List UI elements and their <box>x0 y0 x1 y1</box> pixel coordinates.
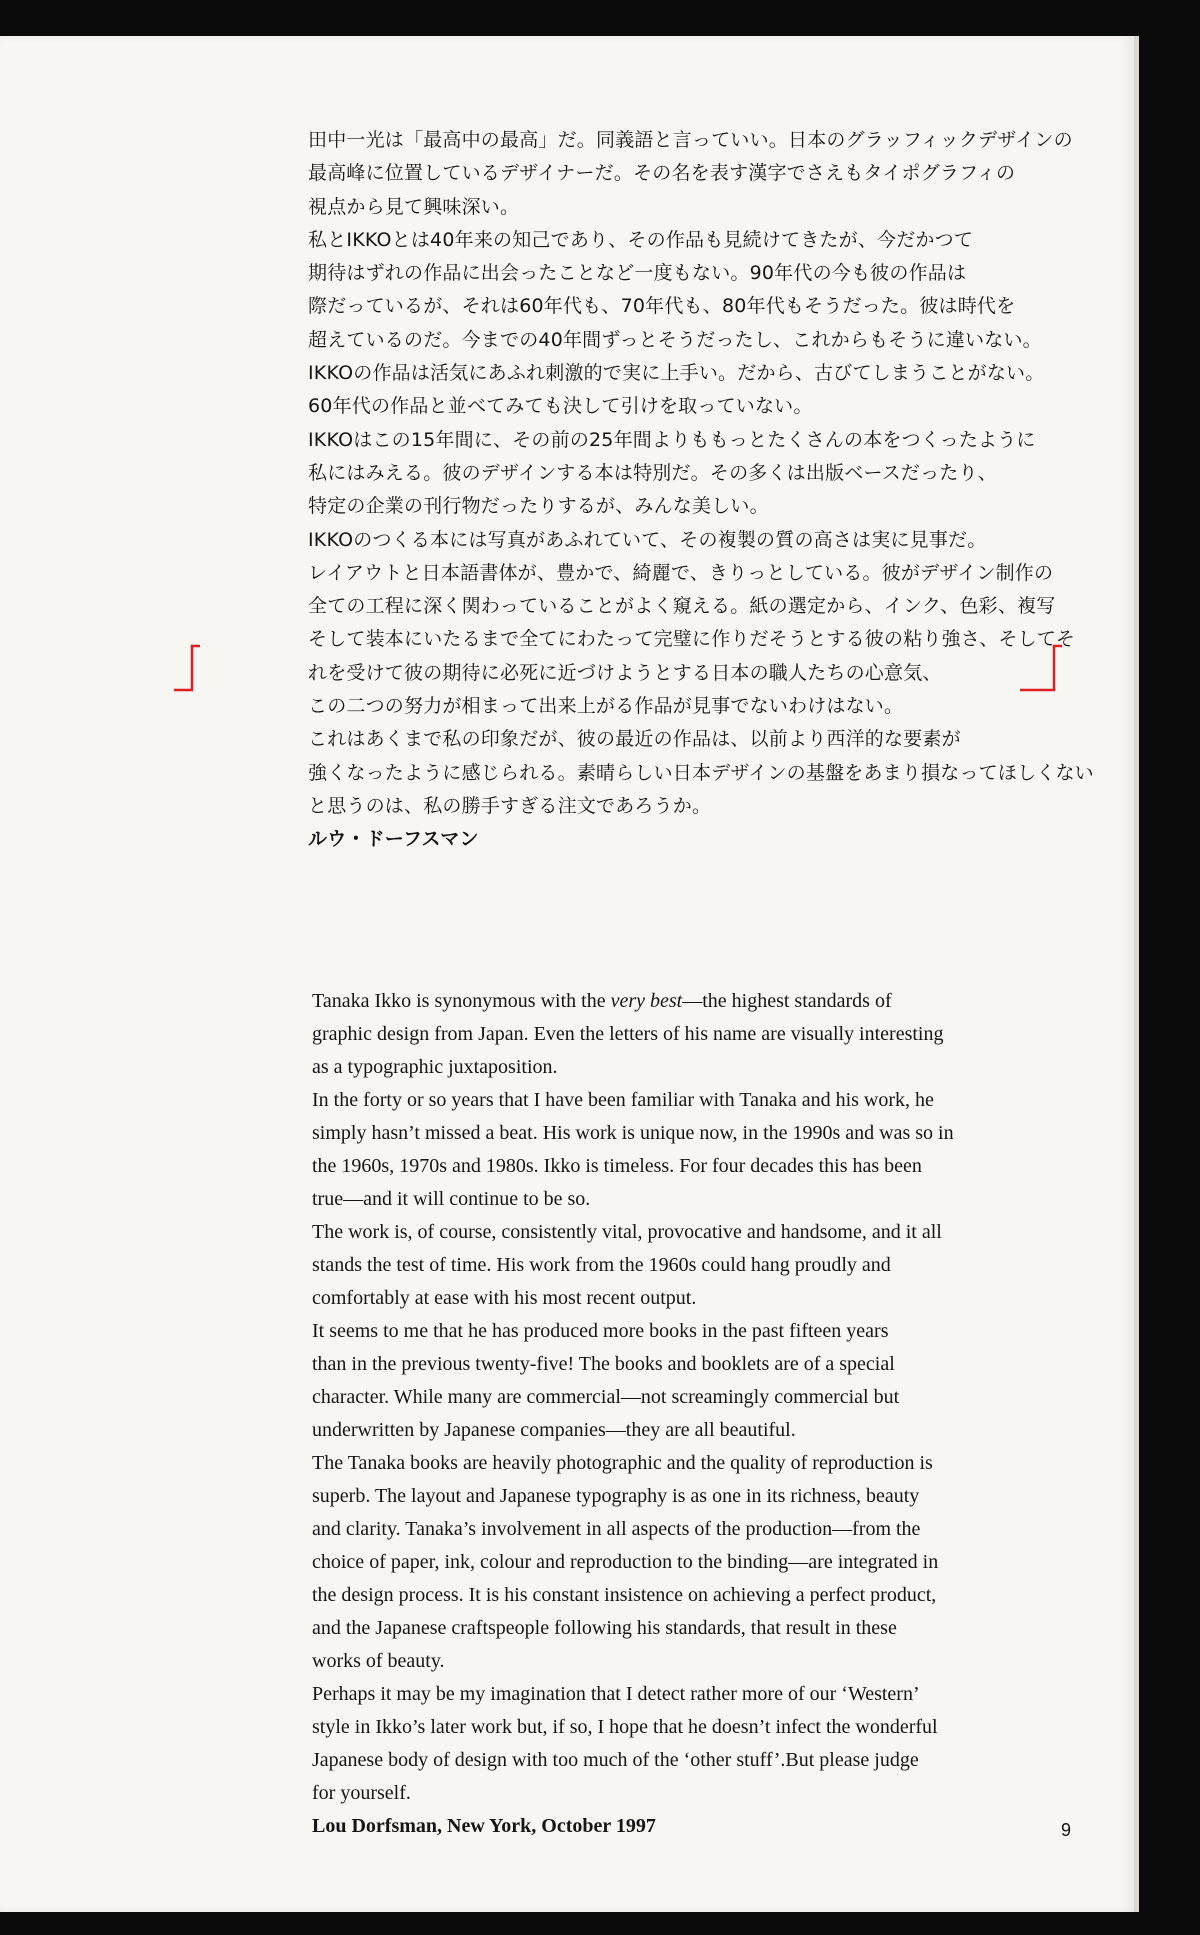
japanese-line: 全ての工程に深く関わっていることがよく窺える。紙の選定から、インク、色彩、複写 <box>308 595 1056 618</box>
japanese-line: れを受けて彼の期待に必死に近づけようとする日本の職人たちの心意気、 <box>308 661 942 684</box>
english-line: The work is, of course, consistently vital, provocative and handsome, and it all <box>312 1221 942 1243</box>
english-line <box>312 985 1102 1018</box>
english-line: the design process. It is his constant insistence on achieving a perfect product, <box>312 1584 937 1606</box>
english-line: In the forty or so years that I have been familiar with Tanaka and his work, he <box>312 1089 934 1111</box>
english-line: choice of paper, ink, colour and reproduction to the binding—are integrated in <box>312 1551 939 1573</box>
page-number: 9 <box>1061 1820 1072 1840</box>
japanese-line: 視点から見て興味深い。 <box>308 195 520 218</box>
japanese-line: 60年代の作品と並べてみても決して引けを取っていない。 <box>308 395 813 418</box>
japanese-line: この二つの努力が相まって出来上がる作品が見事でないわけはない。 <box>308 695 904 718</box>
japanese-line: 強くなったように感じられる。素晴らしい日本デザインの基盤をあまり損なってほしくない <box>308 761 1094 784</box>
english-text-block <box>312 985 1102 1843</box>
japanese-line: 特定の企業の刊行物だったりするが、みんな美しい。 <box>308 495 769 518</box>
emphasis-very-best: very best <box>610 990 683 1012</box>
japanese-line: と思うのは、私の勝手すぎる注文であろうか。 <box>308 794 712 817</box>
japanese-line: 私にはみえる。彼のデザインする本は特別だ。その多くは出版ベースだったり、 <box>308 461 997 484</box>
japanese-signature: ルウ・ドーフスマン <box>308 828 479 851</box>
japanese-line: 期待はずれの作品に出会ったことなど一度もない。90年代の今も彼の作品は <box>308 262 967 285</box>
japanese-line: レイアウトと日本語書体が、豊かで、綺麗で、きりっとしている。彼がデザイン制作の <box>308 561 1054 584</box>
japanese-line: これはあくまで私の印象だが、彼の最近の作品は、以前より西洋的な要素が <box>308 728 961 751</box>
english-line: the 1960s, 1970s and 1980s. Ikko is timeless. For four decades this has been <box>312 1155 922 1177</box>
english-line: stands the test of time. His work from the 1960s could hang proudly and <box>312 1254 891 1276</box>
english-line: The Tanaka books are heavily photographic and the quality of reproduction is <box>312 1452 933 1474</box>
english-line: simply hasn’t missed a beat. His work is unique now, in the 1990s and was so in <box>312 1122 954 1144</box>
english-line: Perhaps it may be my imagination that I detect rather more of our ‘Western’ <box>312 1683 920 1705</box>
english-line: for yourself. <box>312 1782 411 1804</box>
english-line-text: Tanaka Ikko is synonymous with the <box>312 990 611 1012</box>
english-line: underwritten by Japanese companies—they are all beautiful. <box>312 1419 796 1441</box>
japanese-line: 私とIKKOとは40年来の知己であり、その作品も見続けてきたが、今だかつて <box>308 228 974 251</box>
english-line: and the Japanese craftspeople following his standards, that result in these <box>312 1617 897 1639</box>
english-line: than in the previous twenty-five! The books and booklets are of a special <box>312 1353 895 1375</box>
japanese-text-block <box>308 124 1098 857</box>
crop-mark-right-icon <box>1018 644 1064 694</box>
english-signature: Lou Dorfsman, New York, October 1997 <box>312 1815 656 1837</box>
english-line: style in Ikko’s later work but, if so, I hope that he doesn’t infect the wonderful <box>312 1716 938 1738</box>
book-page <box>0 36 1139 1912</box>
english-line: comfortably at ease with his most recent output. <box>312 1287 697 1309</box>
japanese-line: 超えているのだ。今までの40年間ずっとそうだったし、これからもそうに違いない。 <box>308 328 1042 351</box>
japanese-line: 際だっているが、それは60年代も、70年代も、80年代もそうだった。彼は時代を <box>308 295 1016 318</box>
english-line-text: —the highest standards of <box>682 990 892 1012</box>
japanese-line: IKKOの作品は活気にあふれ刺激的で実に上手い。だから、古びてしまうことがない。 <box>308 362 1045 385</box>
japanese-line: 田中一光は「最高中の最高」だ。同義語と言っていい。日本のグラッフィックデザインの <box>308 129 1073 151</box>
english-line: true—and it will continue to be so. <box>312 1188 591 1210</box>
english-line: as a typographic juxtaposition. <box>312 1056 558 1078</box>
english-line: character. While many are commercial—not screamingly commercial but <box>312 1386 900 1408</box>
english-line: graphic design from Japan. Even the letters of his name are visually interesting <box>312 1023 944 1045</box>
japanese-line: 最高峰に位置しているデザイナーだ。その名を表す漢字でさえもタイポグラフィの <box>308 162 1016 185</box>
english-line: It seems to me that he has produced more books in the past fifteen years <box>312 1320 889 1342</box>
japanese-line: IKKOはこの15年間に、その前の25年間よりももっとたくさんの本をつくったように <box>308 428 1036 451</box>
japanese-line: そして装本にいたるまで全てにわたって完璧に作りだそうとする彼の粘り強さ、そしてそ <box>308 628 1076 651</box>
english-line: Japanese body of design with too much of the ‘other stuff’.But please judge <box>312 1749 919 1771</box>
english-line: superb. The layout and Japanese typography is as one in its richness, beauty <box>312 1485 920 1507</box>
japanese-line: IKKOのつくる本には写真があふれていて、その複製の質の高さは実に見事だ。 <box>308 528 987 551</box>
english-line: works of beauty. <box>312 1650 445 1672</box>
english-line: and clarity. Tanaka’s involvement in all aspects of the production—from the <box>312 1518 921 1540</box>
crop-mark-left-icon <box>172 644 202 694</box>
